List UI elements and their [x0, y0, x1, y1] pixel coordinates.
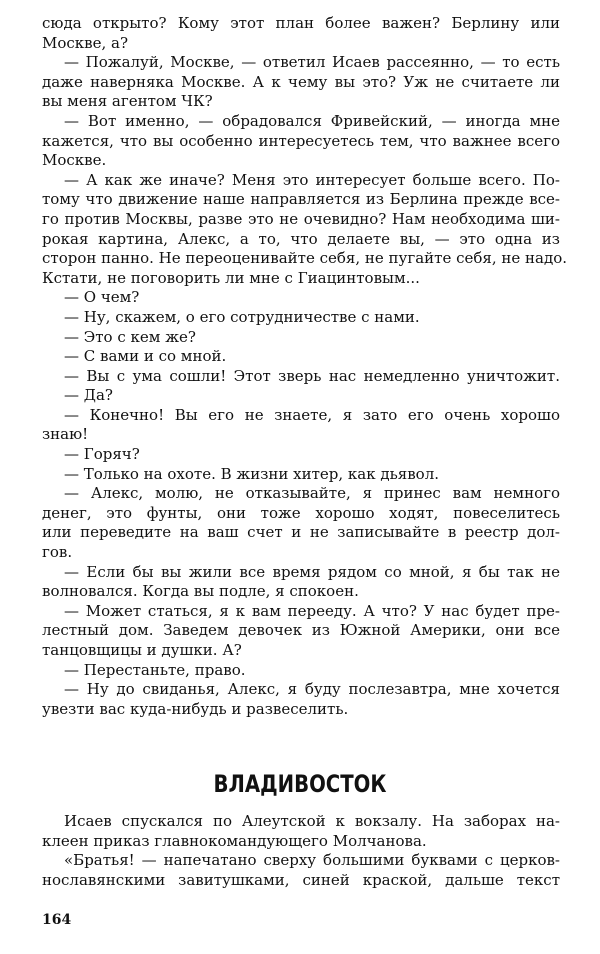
text-line: — Ну до свиданья, Алекс, я буду послезавтра, мне хочется	[64, 680, 560, 699]
text-line: — Это с кем же?	[64, 327, 196, 346]
text-line: — Вы с ума сошли! Этот зверь нас немедленно уничтожит.	[64, 366, 560, 385]
text-line: — А как же иначе? Меня это интересует больше всего. По-	[64, 170, 560, 189]
text-line: — Да?	[64, 386, 113, 405]
text-line: танцовщицы и душки. А?	[42, 641, 242, 659]
text-line: — Если бы вы жили все время рядом со мной, я бы так не	[64, 562, 560, 581]
text-line: гов.	[42, 543, 73, 562]
text-line: денег, это фунты, они тоже хорошо ходят, повеселитесь	[42, 503, 560, 522]
text-line: — Пожалуй, Москве, — ответил Исаев рассеянно, — то есть	[64, 53, 560, 72]
text-line: — Ну, скажем, о его сотрудничестве с нами.	[64, 307, 420, 326]
text-line: Исаев спускался по Алеутской к вокзалу. На заборах на-	[64, 812, 560, 830]
text-line: го против Москвы, разве это не очевидно? Нам необходима ши-	[42, 209, 560, 228]
text-line: волновался. Когда вы подле, я спокоен.	[42, 582, 359, 601]
page-number: 164	[42, 912, 72, 928]
text-line: нославянскими завитушками, синей краской, дальше текст	[42, 870, 560, 889]
text-line: Москве, а?	[42, 33, 129, 52]
section-text	[42, 812, 560, 890]
main-text	[42, 14, 568, 719]
text-line: — Горяч?	[64, 445, 140, 464]
text-line: — С вами и со мной.	[64, 347, 227, 366]
text-line: знаю!	[42, 425, 89, 444]
text-line: сюда открыто? Кому этот план более важен? Берлину или	[42, 14, 560, 32]
text-line: — Перестаньте, право.	[64, 660, 246, 679]
text-line: — Конечно! Вы его не знаете, я зато его очень хорошо	[64, 405, 560, 424]
text-line: рокая картина, Алекс, а то, что делаете вы, — это одна из	[42, 229, 560, 248]
text-line: кажется, что вы особенно интересуетесь тем, что важнее всего	[42, 131, 560, 150]
text-line: увезти вас куда-нибудь и развеселить.	[42, 699, 349, 718]
text-line: вы меня агентом ЧК?	[42, 92, 213, 111]
text-line: сторон панно. Не переоценивайте себя, не пугайте себя, не надо.	[42, 249, 568, 268]
text-line: клеен приказ главнокомандующего Молчанова.	[42, 831, 427, 850]
text-line: — Вот именно, — обрадовался Фривейский, — иногда мне	[64, 111, 560, 130]
text-line: лестный дом. Заведем девочек из Южной Америки, они все	[42, 621, 560, 640]
text-line: Кстати, не поговорить ли мне с Гиацинтовым...	[42, 268, 420, 287]
text-line: «Братья! — напечатано сверху большими буквами с церков-	[64, 851, 560, 870]
text-line: — Алекс, молю, не отказывайте, я принес вам немного	[64, 484, 560, 503]
text-line: даже наверняка Москве. А к чему вы это? Уж не считаете ли	[42, 72, 560, 91]
text-line: или переведите на ваш счет и не записывайте в реестр дол-	[42, 523, 560, 542]
section-heading: ВЛАДИВОСТОК	[213, 770, 387, 798]
text-line: — О чем?	[64, 288, 140, 307]
text-line: — Может статься, я к вам перееду. А что? У нас будет пре-	[64, 601, 560, 620]
text-line: тому что движение наше направляется из Берлина прежде все-	[42, 190, 560, 209]
text-line: — Только на охоте. В жизни хитер, как дьявол.	[64, 464, 440, 483]
text-line: Москве.	[42, 151, 107, 170]
